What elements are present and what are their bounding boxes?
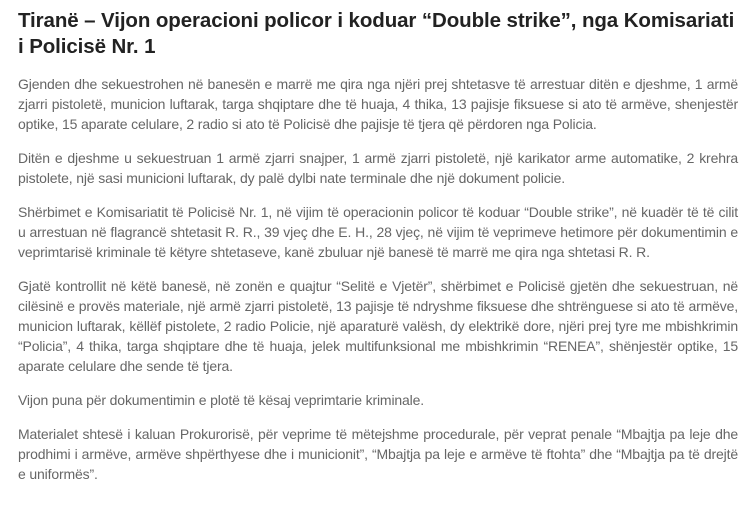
article-paragraph-5: Vijon puna për dokumentimin e plotë të kësaj veprimtarie kriminale. [18,392,425,408]
article-paragraph-3: Shërbimet e Komisariatit të Policisë Nr. 1, në vijim të operacionin policor të koduar “Double strike”, në kuadër të të cilit u arrestuan në flagrancë shtetasit R. R., 39 vjeç dhe E. H., 28 vjeç, në vijim të veprimeve hetimore për dokumentimin e veprimtarisë kriminale të këtyre shtetaseve, kanë zbuluar një banesë të marrë me qira nga shtetasi R. R. [18,204,738,260]
article-title: Tiranë – Vijon operacioni policor i koduar “Double strike”, nga Komisariati i Policisë Nr. 1 [18,9,735,58]
article-paragraph-4: Gjatë kontrollit në këtë banesë, në zonën e quajtur “Selitë e Vjetër”, shërbimet e Policisë gjetën dhe sekuestruan, në cilësinë e provës materiale, një armë zjarri pistoletë, 13 pajisje të ndryshme fiksuese dhe shtrënguese si ato të armëve, municion luftarak, këllëf pistolete, 2 radio Policie, një aparaturë valësh, dy elektrikë dore, njëri prej tyre me mbishkrimin “Policia”, 4 thika, targa shqiptare dhe të huaja, jelek multifunksional me mbishkrimin “RENEA”, shënjestër optike, 15 aparate celulare dhe sende të tjera. [18,278,738,374]
article-paragraph-1: Gjenden dhe sekuestrohen në banesën e marrë me qira nga njëri prej shtetasve të arrestuar ditën e djeshme, 1 armë zjarri pistoletë, municion luftarak, targa shqiptare dhe të huaja, 4 thika, 13 pajisje fiksuese si ato të armëve, shenjestër optike, 15 aparate celulare, 2 radio si ato të Policisë dhe pajisje të tjera që përdoren nga Policia. [18,76,738,132]
article-paragraph-6: Materialet shtesë i kaluan Prokurorisë, për veprime të mëtejshme procedurale, për veprat penale “Mbajtja pa leje dhe prodhimi i armëve, armëve shpërthyese dhe i municionit”, “Mbajtja pa leje e armëve të ftohta” dhe “Mbajtja pa të drejtë e uniformës”. [18,426,738,482]
article-paragraph-2: Ditën e djeshme u sekuestruan 1 armë zjarri snajper, 1 armë zjarri pistoletë, një karikator arme automatike, 2 krehra pistolete, një sasi municioni luftarak, dy palë dylbi nate terminale dhe një dokument policie. [18,150,738,186]
article-body [18,74,738,484]
